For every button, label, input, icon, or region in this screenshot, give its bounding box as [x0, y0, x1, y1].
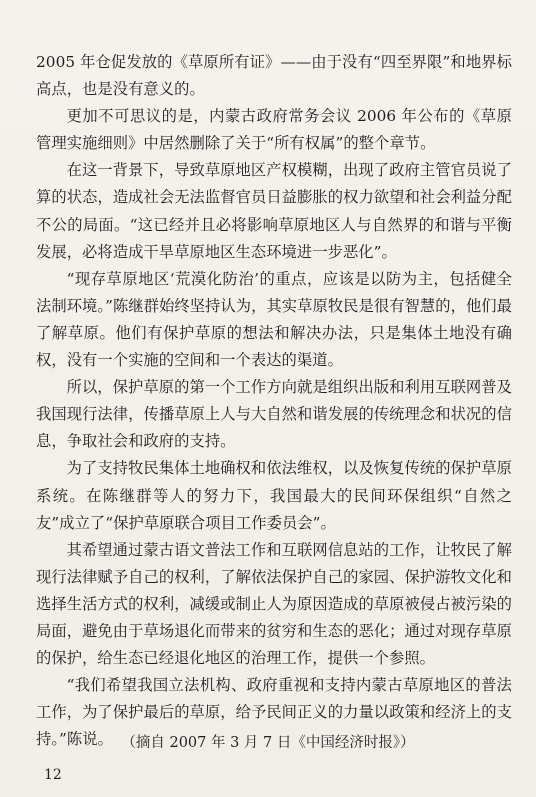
paragraph: 所以，保护草原的第一个工作方向就是组织出版和利用互联网普及我国现行法律，传播草原上人与大自然和谐发展的传统理念和状况的信息，争取社会和政府的支持。	[36, 378, 512, 451]
paragraph: “我们希望我国立法机构、政府重视和支持内蒙古草原地区的普法工作，为了保护最后的草原，给予民间正义的力量以政策和经济上的支持。”陈说。	[36, 676, 512, 749]
paragraph: 为了支持牧民集体土地确权和依法维权，以及恢复传统的保护草原系统。在陈继群等人的努力下，我国最大的民间环保组织“自然之友”成立了“保护草原联合项目工作委员会”。	[36, 459, 512, 532]
paragraph: 其希望通过蒙古语文普法工作和互联网信息站的工作，让牧民了解现行法律赋予自己的权利，了解依法保护自己的家园、保护游牧文化和选择生活方式的权利，减缓或制止人为原因造成的草原被侵占被污染的局面，避免由于草场退化而带来的贫穷和生态的恶化；通过对现存草原的保护，给生态已经退化地区的治理工作，提供一个参照。	[36, 540, 512, 668]
paragraph: “现存草原地区‘荒漠化防治’的重点，应该是以防为主，包括健全法制环境。”陈继群始终坚持认为，其实草原牧民是很有智慧的，他们最了解草原。他们有保护草原的想法和解决办法，只是集体土地没有确权，没有一个实施的空间和一个表达的渠道。	[36, 269, 512, 370]
page-number: 12	[44, 767, 62, 783]
article-body	[36, 49, 512, 753]
paragraph-continued: 2005 年仓促发放的《草原所有证》——由于没有“四至界限”和地界标高点，也是没有意义的。	[36, 53, 512, 99]
source-citation: （摘自 2007 年 3 月 7 日《中国经济时报》）	[121, 735, 415, 751]
paragraph: 在这一背景下，导致草原地区产权模糊，出现了政府主管官员说了算的状态，造成社会无法监督官员日益膨胀的权力欲望和社会利益分配不公的局面。“这已经并且必将影响草原地区人与自然界的和谐与平衡发展，必将造成干旱草原地区生态环境进一步恶化”。	[36, 161, 512, 261]
paragraph: 更加不可思议的是，内蒙古政府常务会议 2006 年公布的《草原管理实施细则》中居然删除了关于“所有权属”的整个章节。	[36, 107, 512, 153]
